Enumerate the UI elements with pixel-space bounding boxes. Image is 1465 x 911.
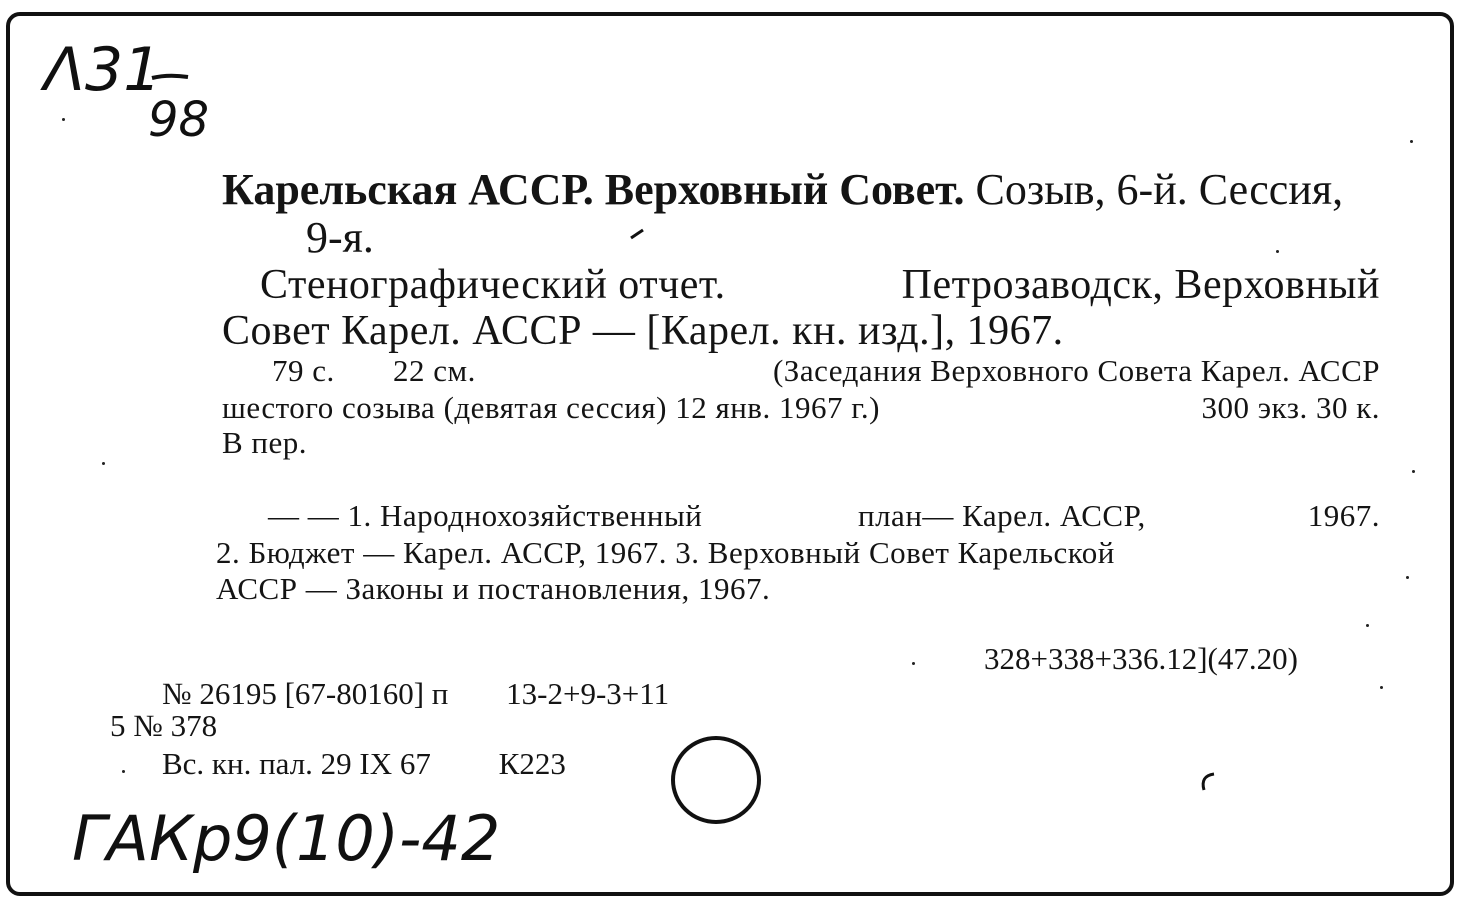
heading-session-number: 9-я. bbox=[306, 213, 374, 262]
handwritten-shelf-mark-top: Λ31 bbox=[44, 35, 162, 105]
subjects-line-3: АССР — Законы и постановления, 1967. bbox=[216, 571, 771, 606]
handwritten-shelf-mark-bottom: 98 bbox=[148, 92, 210, 148]
heading-author: Карельская АССР. Верховный Совет. bbox=[222, 165, 965, 214]
collation-line-1 bbox=[272, 355, 1380, 386]
scan-speck bbox=[102, 462, 105, 465]
card-code: 13-2+9-3+11 bbox=[506, 676, 670, 711]
pencil-tick-mark bbox=[1190, 770, 1220, 794]
imprint-line-3 bbox=[162, 748, 566, 779]
scan-speck bbox=[1406, 576, 1409, 579]
page-count: 79 с. bbox=[272, 353, 335, 388]
imprint-line-2: 5 № 378 bbox=[110, 708, 218, 743]
chamber-date: Вс. кн. пал. 29 IX 67 bbox=[162, 746, 431, 781]
subject-1: — — 1. Народнохозяйственный bbox=[268, 498, 703, 533]
scan-speck bbox=[1366, 624, 1369, 627]
pencil-dash-mark bbox=[628, 226, 648, 242]
title-line-1 bbox=[260, 264, 1380, 306]
scan-speck bbox=[1410, 140, 1413, 143]
binding-note: В пер. bbox=[222, 425, 308, 460]
title-text: Стенографический отчет. bbox=[260, 262, 726, 308]
subjects-line-2: 2. Бюджет — Карел. АССР, 1967. 3. Верховный Совет Карельской bbox=[216, 535, 1115, 570]
heading-session: Созыв, 6-й. Сессия, bbox=[975, 165, 1344, 214]
chamber-code: К223 bbox=[498, 746, 566, 781]
card-number: № 26195 [67-80160] п bbox=[162, 676, 449, 711]
book-size: 22 см. bbox=[393, 353, 476, 388]
subject-1-year: 1967. bbox=[1307, 498, 1380, 533]
scan-speck bbox=[62, 118, 65, 121]
scan-speck bbox=[1412, 470, 1415, 473]
scan-speck bbox=[912, 662, 915, 665]
classification-number: 328+338+336.12](47.20) bbox=[984, 641, 1298, 676]
imprint-line-1 bbox=[162, 678, 669, 709]
subject-1-region: план— Карел. АССР, bbox=[858, 498, 1146, 533]
scan-speck bbox=[122, 770, 125, 773]
publication-place: Петрозаводск, Верховный bbox=[901, 262, 1380, 308]
session-note: шестого созыва (девятая сессия) 12 янв. 1967 г.) bbox=[222, 390, 880, 425]
scan-speck bbox=[1276, 250, 1279, 253]
series-note: (Заседания Верховного Совета Карел. АССР bbox=[772, 353, 1380, 388]
handwritten-fraction-line bbox=[150, 72, 190, 84]
drawn-circle bbox=[664, 730, 768, 830]
title-line-2: Совет Карел. АССР — [Карел. кн. изд.], 1967. bbox=[222, 308, 1064, 354]
card-heading bbox=[222, 165, 1344, 214]
scan-speck bbox=[1380, 686, 1383, 689]
handwritten-bottom-code: ГАКр9(10)-42 bbox=[72, 802, 501, 875]
subjects-line-1 bbox=[268, 500, 1380, 531]
print-run-price: 300 экз. 30 к. bbox=[1201, 390, 1380, 425]
collation-line-2 bbox=[222, 392, 1380, 423]
